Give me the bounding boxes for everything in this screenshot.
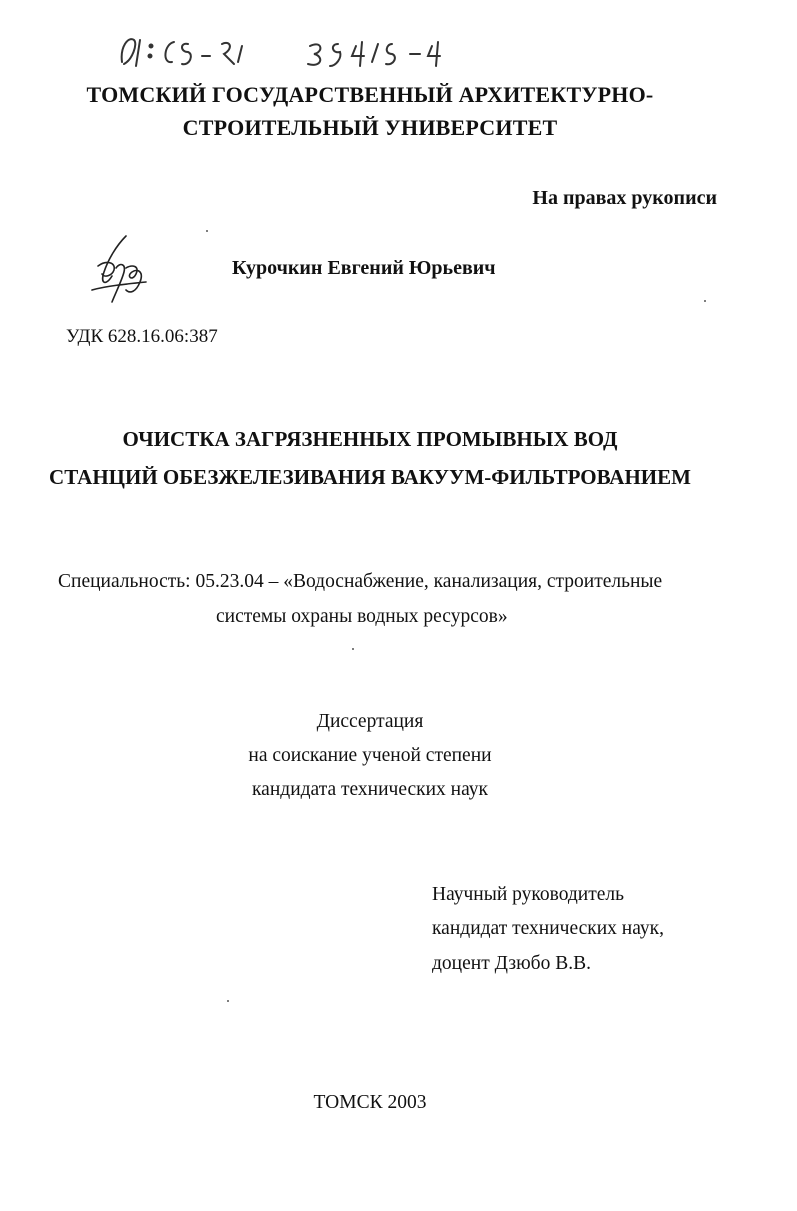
city-year: ТОМСК 2003	[313, 1092, 427, 1113]
handwritten-catalog-number	[110, 22, 510, 82]
degree-purpose: на соискание ученой степени	[248, 745, 492, 766]
university-name-line-2: СТРОИТЕЛЬНЫЙ УНИВЕРСИТЕТ	[182, 115, 558, 140]
supervisor-label: Научный руководитель	[432, 884, 625, 905]
scan-speck	[352, 648, 354, 650]
specialty-line-1: Специальность: 05.23.04 – «Водоснабжение, канализация, строительные	[58, 571, 663, 592]
degree-name: кандидата технических наук	[252, 779, 488, 800]
specialty-line-2: системы охраны водных ресурсов»	[216, 606, 508, 627]
udc-code: УДК 628.16.06:387	[66, 326, 218, 347]
dissertation-title-line-1: ОЧИСТКА ЗАГРЯЗНЕННЫХ ПРОМЫВНЫХ ВОД	[122, 427, 618, 451]
university-name-line-1: ТОМСКИЙ ГОСУДАРСТВЕННЫЙ АРХИТЕКТУРНО-	[86, 82, 654, 107]
dissertation-title-line-2: СТАНЦИЙ ОБЕЗЖЕЛЕЗИВАНИЯ ВАКУУМ-ФИЛЬТРОВАНИЕМ	[49, 465, 691, 489]
supervisor-name: доцент Дзюбо В.В.	[432, 953, 591, 974]
author-name: Курочкин Евгений Юрьевич	[232, 257, 496, 279]
scan-speck	[227, 1000, 229, 1002]
scan-speck	[704, 300, 706, 302]
author-signature	[86, 232, 152, 308]
supervisor-degree: кандидат технических наук,	[432, 918, 664, 939]
rights-notice: На правах рукописи	[532, 187, 717, 209]
dissertation-type: Диссертация	[316, 711, 424, 732]
scan-speck	[206, 230, 208, 232]
